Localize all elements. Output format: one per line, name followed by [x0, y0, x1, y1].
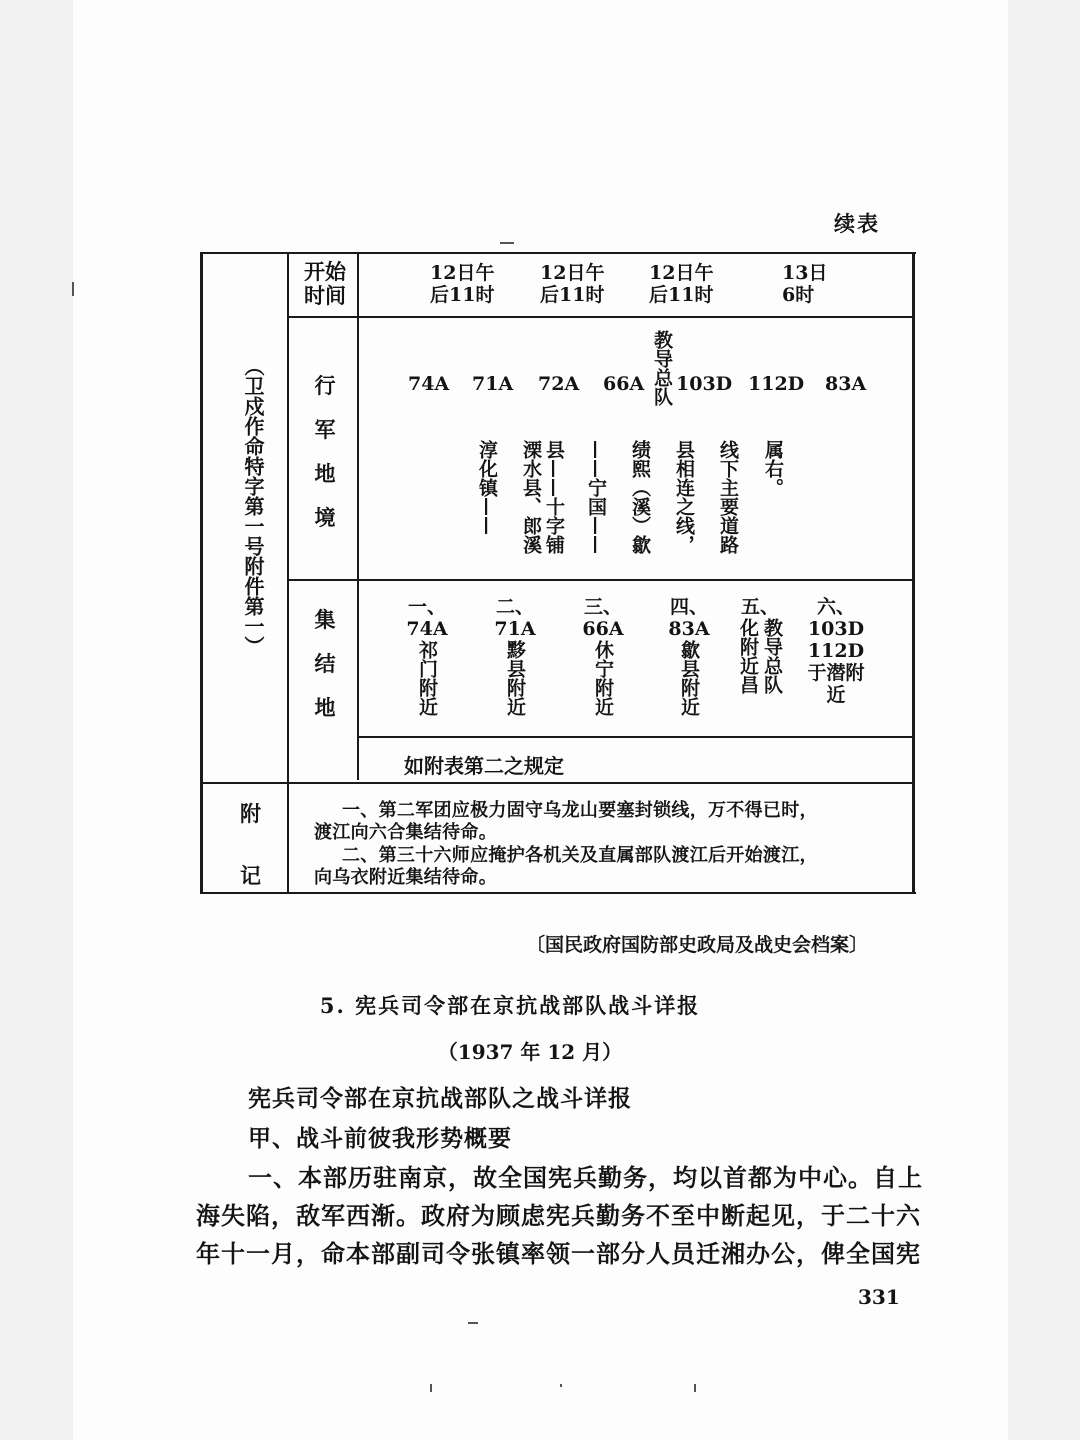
time-cell-2: [540, 262, 604, 306]
assembly-item-6: [806, 596, 866, 706]
row-label-char: 地: [314, 695, 336, 720]
row-divider-assembly: [359, 736, 913, 738]
march-unit: 74A: [408, 373, 450, 395]
march-unit-vertical: 教导总队: [651, 330, 673, 406]
assembly-no: 三、: [583, 596, 622, 618]
assembly-item-2: [490, 596, 540, 716]
scan-speck: [560, 1384, 562, 1387]
assembly-item-1: [402, 596, 452, 716]
boundary-column: 溧水县、郎溪: [520, 440, 542, 554]
time-line: 后11时: [430, 284, 495, 306]
row-label-assembly: [310, 598, 340, 730]
section-subtitle: 宪兵司令部在京抗战部队之战斗详报: [248, 1085, 632, 1112]
row-label-march: [310, 364, 340, 540]
row-divider-march: [289, 579, 913, 581]
time-line: 12日午: [540, 262, 605, 284]
assembly-no: 一、: [407, 596, 446, 618]
scan-speck: [500, 242, 514, 244]
boundary-column: 淳化镇——: [476, 440, 498, 535]
march-unit: 66A: [603, 373, 645, 395]
march-unit: 103D: [676, 373, 733, 395]
assembly-unit: 教导总队: [761, 618, 783, 694]
scan-speck: [72, 282, 74, 296]
time-line: 13日: [782, 262, 828, 284]
assembly-unit: 74A: [406, 618, 448, 640]
time-cell-4: [782, 262, 827, 306]
scan-speck: [430, 1384, 432, 1392]
assembly-place: 休宁附近: [592, 640, 614, 716]
assembly-rule: 如附表第二之规定: [404, 754, 564, 778]
remark-line: 二、第三十六师应掩护各机关及直属部队渡江后开始渡江，: [342, 845, 818, 866]
continued-label: 续表: [834, 211, 880, 236]
body-line: 年十一月，命本部副司令张镇率领一部分人员迁湘办公，俾全国宪: [196, 1239, 921, 1268]
assembly-unit: 103D: [807, 618, 865, 640]
row-label-line: 开始: [304, 259, 346, 284]
remarks-label-top: 附: [240, 801, 261, 826]
row-label-char: 境: [314, 505, 336, 530]
page-number: 331: [858, 1285, 900, 1309]
boundary-column: 县相连之线，: [673, 440, 695, 554]
section-heading: 甲、战斗前彼我形势概要: [248, 1125, 512, 1152]
assembly-place: 112D于潜附近: [807, 640, 865, 706]
assembly-no: 五、: [740, 596, 779, 618]
scan-speck: [694, 1384, 696, 1392]
time-line: 6时: [782, 284, 815, 306]
body-line: 海失陷，敌军西渐。政府为顾虑宪兵勤务不至中断起见，于二十六: [196, 1201, 921, 1230]
section-date: （1937 年 12 月）: [437, 1040, 623, 1064]
row-divider-remarks: [202, 782, 913, 784]
assembly-item-3: [578, 596, 628, 716]
assembly-place: 歙县附近: [678, 640, 700, 716]
row-label-char: 地: [314, 461, 336, 486]
assembly-no: 六、: [816, 596, 855, 618]
row-divider-time: [289, 316, 913, 318]
time-line: 后11时: [540, 284, 605, 306]
assembly-vertical-pair: [734, 618, 786, 694]
assembly-item-4: [664, 596, 714, 716]
assembly-place: 祁门附近: [416, 640, 438, 716]
remark-line: 渡江向六合集结待命。: [314, 822, 497, 843]
time-line: 12日午: [649, 262, 714, 284]
assembly-no: 四、: [669, 596, 708, 618]
assembly-unit: 83A: [668, 618, 710, 640]
scan-speck: [468, 1322, 478, 1324]
remark-line: 一、第二军团应极力固守乌龙山要塞封锁线，万不得已时，: [342, 800, 818, 821]
section-title: 5. 宪兵司令部在京抗战部队战斗详报: [319, 993, 701, 1018]
table-left-border: [200, 252, 203, 894]
source-citation: 〔国民政府国防部史政局及战史会档案〕: [525, 934, 868, 956]
march-unit: 112D: [748, 373, 805, 395]
boundary-column: 属右。: [762, 440, 784, 497]
body-line: 一、本部历驻南京，故全国宪兵勤务，均以首都为中心。自上: [248, 1163, 923, 1192]
assembly-no: 二、: [495, 596, 534, 618]
time-line: 后11时: [649, 284, 714, 306]
time-cell-3: [649, 262, 713, 306]
row-label-char: 结: [314, 651, 336, 676]
assembly-place: 黟县附近: [504, 640, 526, 716]
row-label-char: 行: [314, 373, 336, 398]
label-column-divider: [357, 252, 359, 780]
boundary-column: ——宁国——: [585, 440, 607, 554]
time-line: 12日午: [430, 262, 495, 284]
boundary-column: 县——十字铺: [543, 440, 565, 554]
caption-column-divider: [287, 252, 289, 894]
march-unit: 71A: [472, 373, 514, 395]
boundary-column: 绩熙（溪）歙: [629, 440, 651, 554]
side-caption: （卫戍作命特字第一号附件第一）: [241, 356, 265, 656]
assembly-item-5: [734, 596, 786, 694]
table-bottom-border: [200, 892, 916, 894]
assembly-unit: 66A: [582, 618, 624, 640]
table-top-border: [200, 252, 916, 254]
row-label-char: 集: [314, 607, 336, 632]
march-unit: 83A: [825, 373, 867, 395]
table-right-border: [912, 252, 915, 894]
row-label-start-time: [300, 260, 350, 308]
boundary-column: 线下主要道路: [717, 440, 739, 554]
row-label-char: 军: [314, 417, 336, 442]
assembly-place: 化附近昌: [737, 618, 759, 694]
remark-line: 向乌衣附近集结待命。: [314, 867, 497, 888]
row-label-line: 时间: [304, 283, 346, 308]
time-cell-1: [430, 262, 494, 306]
assembly-unit: 71A: [494, 618, 536, 640]
remarks-label-bottom: 记: [240, 863, 261, 888]
march-unit: 72A: [538, 373, 580, 395]
